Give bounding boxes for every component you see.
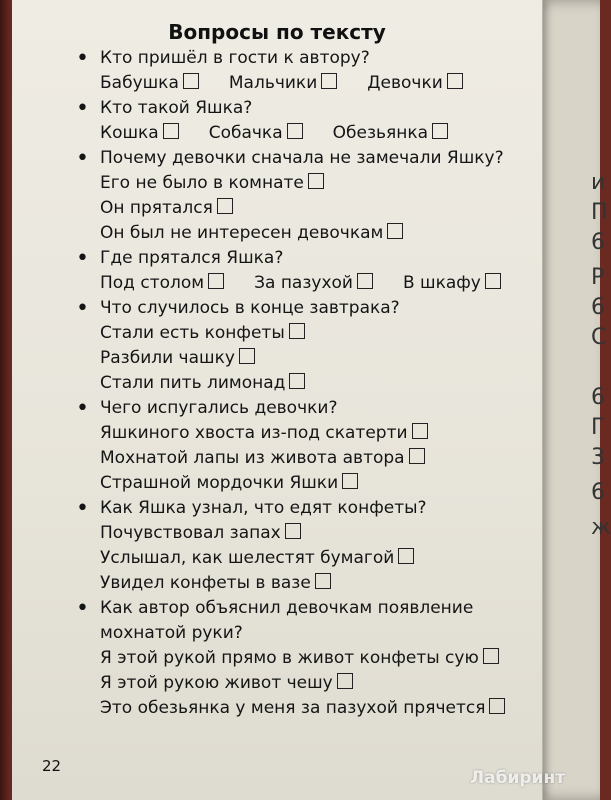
- answer-label: Стали пить лимонад: [100, 373, 286, 393]
- answer-checkbox[interactable]: [398, 548, 414, 564]
- answer-label: Страшной мордочки Яшки: [100, 473, 339, 493]
- adjacent-page-glyph: С: [591, 325, 607, 350]
- answer-label: Девочки: [367, 73, 443, 93]
- question-item: [74, 96, 544, 121]
- answer-label: Мальчики: [228, 73, 318, 93]
- adjacent-page-glyph: ж: [591, 515, 611, 540]
- answer-label: Яшкиного хвоста из-под скатерти: [100, 423, 408, 443]
- bullet-icon: •: [76, 146, 89, 171]
- question-text: Кто пришёл в гости к автору?: [100, 48, 370, 68]
- page-title: Вопросы по тексту: [168, 20, 386, 44]
- answer-label: Это обезьянка у меня за пазухой прячется: [100, 698, 486, 718]
- answer-option: [74, 221, 544, 246]
- answer-label: Кошка: [100, 123, 159, 143]
- question-item: [74, 46, 544, 71]
- answer-label: Я этой рукою живот чешу: [100, 673, 333, 693]
- answer-label: В шкафу: [402, 273, 481, 293]
- answer-row: [74, 271, 544, 296]
- answer-checkbox[interactable]: [483, 648, 499, 664]
- answer-checkbox[interactable]: [387, 223, 403, 239]
- answer-checkbox[interactable]: [163, 123, 179, 139]
- answer-checkbox[interactable]: [412, 423, 428, 439]
- answer-label: Он был не интересен девочкам: [100, 223, 384, 243]
- answer-option: [229, 71, 337, 96]
- answer-checkbox[interactable]: [489, 698, 505, 714]
- answer-label: Мохнатой лапы из живота автора: [100, 448, 405, 468]
- answer-checkbox[interactable]: [208, 273, 224, 289]
- question-item: [74, 396, 544, 421]
- answer-label: Его не было в комнате: [100, 173, 304, 193]
- answer-label: Стали есть конфеты: [100, 323, 285, 343]
- answer-option: [74, 346, 544, 371]
- adjacent-page-glyph: П: [591, 200, 608, 225]
- answer-option: [74, 446, 544, 471]
- answer-option: [100, 271, 224, 296]
- answer-option: [367, 71, 463, 96]
- answer-label: Услышал, как шелестят бумагой: [100, 548, 395, 568]
- answer-checkbox[interactable]: [447, 73, 463, 89]
- answer-row: [74, 71, 544, 96]
- question-text: Где прятался Яшка?: [100, 248, 284, 268]
- bullet-icon: •: [76, 46, 89, 71]
- answer-checkbox[interactable]: [315, 573, 331, 589]
- answer-option: [100, 71, 199, 96]
- answer-label: Обезьянка: [332, 123, 429, 143]
- bullet-icon: •: [76, 596, 89, 621]
- answer-option: [209, 121, 303, 146]
- answer-option: [74, 471, 544, 496]
- answer-option: [74, 546, 544, 571]
- question-item: [74, 296, 544, 321]
- answer-checkbox[interactable]: [357, 273, 373, 289]
- watermark-logo: Лабиринт: [470, 768, 566, 788]
- question-item: [74, 246, 544, 271]
- adjacent-page-glyph: 6: [591, 385, 605, 410]
- answer-checkbox[interactable]: [183, 73, 199, 89]
- question-text: Почему девочки сначала не замечали Яшку?: [100, 148, 504, 168]
- answer-checkbox[interactable]: [337, 673, 353, 689]
- answer-option: [74, 571, 544, 596]
- answer-option: [74, 646, 544, 671]
- answer-label: Под столом: [100, 273, 205, 293]
- answer-label: Увидел конфеты в вазе: [100, 573, 311, 593]
- answer-option: [333, 121, 448, 146]
- answer-option: [403, 271, 501, 296]
- bullet-icon: •: [76, 246, 89, 271]
- answer-checkbox[interactable]: [342, 473, 358, 489]
- bullet-icon: •: [76, 296, 89, 321]
- workbook-page: [12, 0, 543, 800]
- question-list: [74, 46, 544, 721]
- answer-checkbox[interactable]: [239, 348, 255, 364]
- answer-option: [74, 371, 544, 396]
- answer-option: [74, 171, 544, 196]
- answer-option: [74, 671, 544, 696]
- question-item: [74, 496, 544, 521]
- adjacent-page-glyph: 6: [591, 230, 605, 255]
- question-text: Чего испугались девочки?: [100, 398, 338, 418]
- answer-checkbox[interactable]: [485, 273, 501, 289]
- answer-option: [74, 696, 544, 721]
- answer-checkbox[interactable]: [308, 173, 324, 189]
- question-text: Кто такой Яшка?: [100, 98, 253, 118]
- answer-label: Собачка: [208, 123, 283, 143]
- adjacent-page-glyph: 3: [591, 445, 605, 470]
- question-item: [74, 596, 544, 646]
- answer-label: Почувствовал запах: [100, 523, 281, 543]
- answer-option: [74, 521, 544, 546]
- adjacent-page-glyph: 6: [591, 295, 605, 320]
- answer-option: [254, 271, 373, 296]
- answer-checkbox[interactable]: [409, 448, 425, 464]
- bullet-icon: •: [76, 396, 89, 421]
- answer-checkbox[interactable]: [217, 198, 233, 214]
- question-text: Что случилось в конце завтрака?: [100, 298, 400, 318]
- adjacent-page-glyph: и: [591, 170, 606, 195]
- question-text: Как автор объяснил девочкам появление мохнатой руки?: [100, 598, 474, 643]
- adjacent-page-glyph: 6: [591, 480, 605, 505]
- answer-checkbox[interactable]: [321, 73, 337, 89]
- page-number: 22: [42, 757, 62, 775]
- answer-checkbox[interactable]: [289, 373, 305, 389]
- answer-checkbox[interactable]: [432, 123, 448, 139]
- answer-option: [100, 121, 179, 146]
- adjacent-page-glyph: Р: [591, 265, 605, 290]
- answer-row: [74, 121, 544, 146]
- answer-option: [74, 196, 544, 221]
- bullet-icon: •: [76, 496, 89, 521]
- answer-label: Я этой рукой прямо в живот конфеты сую: [100, 648, 479, 668]
- answer-label: Он прятался: [100, 198, 213, 218]
- answer-checkbox[interactable]: [285, 523, 301, 539]
- question-text: Как Яшка узнал, что едят конфеты?: [100, 498, 427, 518]
- answer-checkbox[interactable]: [287, 123, 303, 139]
- answer-option: [74, 321, 544, 346]
- adjacent-page-glyph: Г: [591, 415, 605, 440]
- question-item: [74, 146, 544, 171]
- answer-checkbox[interactable]: [289, 323, 305, 339]
- answer-label: Бабушка: [100, 73, 179, 93]
- bullet-icon: •: [76, 96, 89, 121]
- answer-label: Разбили чашку: [100, 348, 235, 368]
- answer-label: За пазухой: [254, 273, 353, 293]
- answer-option: [74, 421, 544, 446]
